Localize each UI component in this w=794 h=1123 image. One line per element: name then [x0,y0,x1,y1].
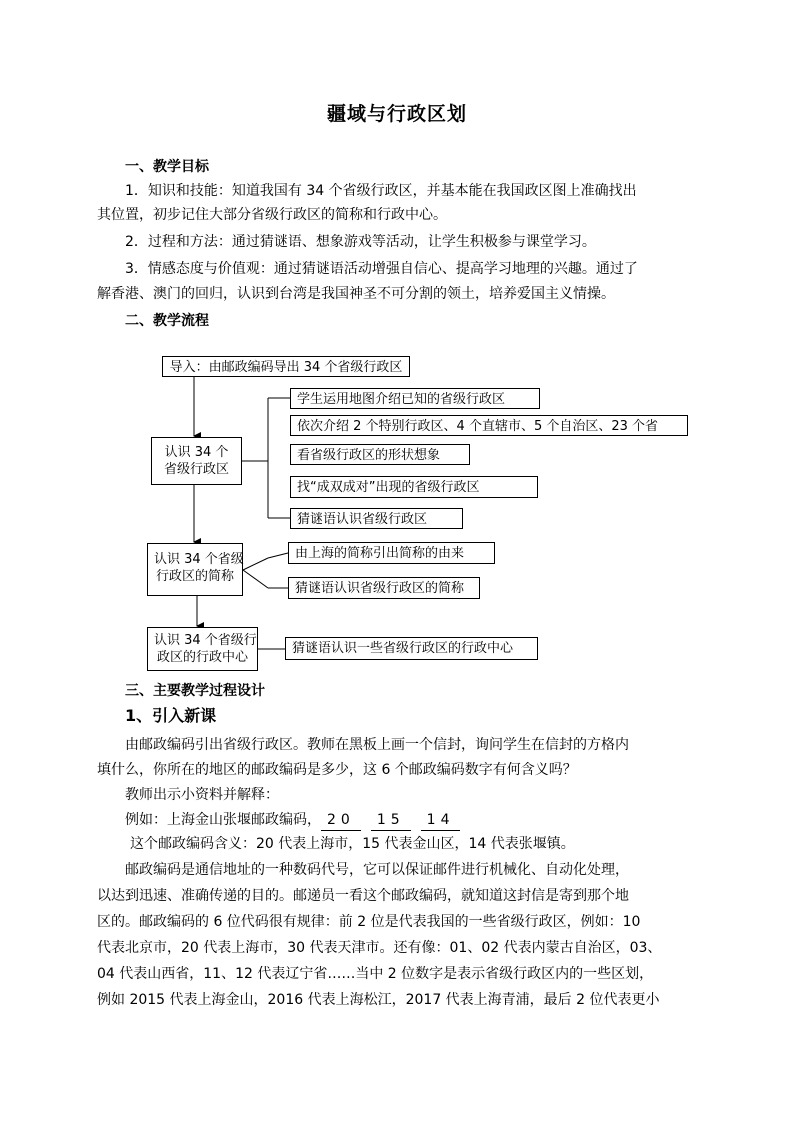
objective-1-line-2: 其位置，初步记住大部分省级行政区的简称和行政中心。 [97,207,447,223]
flow-item-types-intro: 依次介绍 2 个特别行政区、4 个直辖市、5 个自治区、23 个省 [290,415,688,436]
process-p1-line-1: 由邮政编码引出省级行政区。教师在黑板上画一个信封，询问学生在信封的方格内 [125,737,629,753]
flow-item-capital-riddles: 猜谜语认识一些省级行政区的行政中心 [285,637,538,660]
flow-node-capitals-line-1: 认识 34 个省级行 [154,633,257,648]
flow-node-provinces-line-1: 认识 34 个 [164,445,229,460]
postcode-part-district: 15 [371,810,411,831]
objective-3-line-1: 3．情感态度与价值观：通过猜谜语活动增强自信心、提高学习地理的兴趣。通过了 [125,261,638,277]
postcode-example [125,810,470,831]
flow-item-riddles: 猜谜语认识省级行政区 [290,508,463,529]
flow-item-shape-imagine: 看省级行政区的形状想象 [290,444,470,465]
flow-node-capitals-line-2: 政区的行政中心 [156,650,248,665]
section-heading-flow: 二、教学流程 [125,313,209,329]
section-heading-process: 三、主要教学过程设计 [125,683,265,699]
flow-node-abbreviations [147,543,243,596]
process-p2: 教师出示小资料并解释： [125,787,279,803]
postcode-part-town: 14 [421,810,461,831]
objective-3-line-2: 解香港、澳门的回归，认识到台湾是我国神圣不可分割的领土，培养爱国主义情操。 [97,286,615,302]
subsection-intro: 1、引入新课 [125,706,217,725]
page-title: 疆域与行政区划 [326,103,467,125]
postcode-example-prefix: 例如：上海金山张堰邮政编码， [125,812,321,828]
objective-1-line-1: 1．知识和技能：知道我国有 34 个省级行政区，并基本能在我国政区图上准确找出 [125,183,637,199]
flow-node-capitals [147,627,258,671]
flow-intro-box: 导入：由邮政编码导出 34 个省级行政区 [162,356,410,377]
process-p4-line-4: 代表北京市，20 代表上海市，30 代表天津市。还有像：01、02 代表内蒙古自治区，03、 [97,940,662,956]
flow-item-shanghai-abbr: 由上海的简称引出简称的由来 [288,542,495,564]
flow-item-pairs: 找“成双成对”出现的省级行政区 [290,476,538,498]
flow-item-abbr-riddles: 猜谜语认识省级行政区的简称 [288,577,480,599]
section-heading-objectives: 一、教学目标 [125,159,209,175]
objective-2: 2．过程和方法：通过猜谜语、想象游戏等活动，让学生积极参与课堂学习。 [125,234,596,250]
process-p1-line-2: 填什么，你所在的地区的邮政编码是多少，这 6 个邮政编码数字有何含义吗？ [97,762,577,778]
process-p4-line-2: 以达到迅速、准确传递的目的。邮递员一看这个邮政编码，就知道这封信是寄到那个地 [97,888,629,904]
flow-node-abbreviations-line-1: 认识 34 个省级 [154,552,244,567]
postcode-part-province: 20 [321,810,361,831]
process-p4-line-1: 邮政编码是通信地址的一种数码代号，它可以保证邮件进行机械化、自动化处理， [125,862,629,878]
flow-node-abbreviations-line-2: 行政区的简称 [155,569,234,584]
process-p4-line-5: 04 代表山西省，11、12 代表辽宁省……当中 2 位数字是表示省级行政区内的一些区划， [97,966,654,982]
flow-node-provinces-line-2: 省级行政区 [163,462,229,477]
postcode-meaning: 这个邮政编码含义：20 代表上海市，15 代表金山区，14 代表张堰镇。 [130,836,575,852]
flow-node-provinces [151,437,242,485]
flow-item-map-intro: 学生运用地图介绍已知的省级行政区 [290,388,540,409]
process-p4-line-3: 区的。邮政编码的 6 位代码很有规律：前 2 位是代表我国的一些省级行政区，例如：10 [97,914,641,930]
process-p4-line-6: 例如 2015 代表上海金山，2016 代表上海松江，2017 代表上海青浦，最后 2 位代表更小 [97,992,660,1008]
